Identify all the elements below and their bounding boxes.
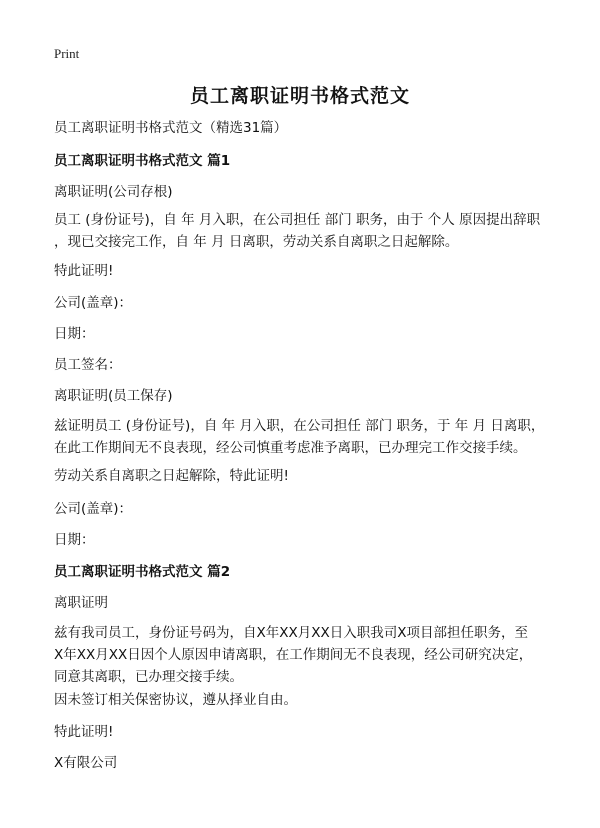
s1-employee-sign: 员工签名：: [54, 357, 122, 373]
s1-paragraph-1: [54, 209, 554, 253]
s1-p2-line1: 兹证明员工 (身份证号)，自 年 月入职，在公司担任 部门 职务，于 年 月 日离职，: [54, 418, 545, 434]
s2-cert-title: 离职证明: [54, 595, 108, 611]
s1-cert-employee-copy: 离职证明(员工保存): [54, 388, 173, 404]
s1-company-seal-2: 公司(盖章)：: [54, 501, 133, 517]
s1-p1-line1: 员工 (身份证号)，自 年 月入职，在公司担任 部门 职务，由于 个人 原因提出辞职: [54, 212, 541, 228]
s2-p1-line3: 同意其离职，已办理交接手续。: [54, 669, 243, 685]
s1-p1-line2: ，现已交接完工作，自 年 月 日离职，劳动关系自离职之日起解除。: [54, 234, 459, 250]
s1-date-2: 日期：: [54, 532, 95, 548]
s1-paragraph-2: [54, 415, 554, 459]
document-title: 员工离职证明书格式范文: [189, 85, 410, 107]
s1-company-seal: 公司(盖章)：: [54, 295, 133, 311]
s1-cert-company-stub: 离职证明(公司存根): [54, 184, 173, 200]
s1-paragraph-3: 劳动关系自离职之日起解除，特此证明!: [54, 468, 289, 484]
s1-p2-line2: 在此工作期间无不良表现，经公司慎重考虑准予离职，已办理完工作交接手续。: [54, 440, 527, 456]
s2-paragraph-1: [54, 622, 554, 688]
document-subtitle: 员工离职证明书格式范文（精选31篇）: [54, 120, 288, 136]
s1-special-cert: 特此证明!: [54, 263, 114, 279]
s2-special-cert: 特此证明!: [54, 724, 114, 740]
s2-p1-line2: X年XX月XX日因个人原因申请离职，在工作期间无不良表现，经公司研究决定，: [54, 647, 533, 663]
section1-heading: 员工离职证明书格式范文 篇1: [54, 153, 231, 169]
s1-date: 日期：: [54, 326, 95, 342]
s2-company-name: X有限公司: [54, 755, 118, 771]
s2-p1-line1: 兹有我司员工，身份证号码为，自X年XX月XX日入职我司X项目部担任职务，至: [54, 625, 528, 641]
section2-heading: 员工离职证明书格式范文 篇2: [54, 564, 231, 580]
s2-paragraph-2: 因未签订相关保密协议，遵从择业自由。: [54, 692, 297, 708]
print-label: Print: [54, 46, 80, 61]
